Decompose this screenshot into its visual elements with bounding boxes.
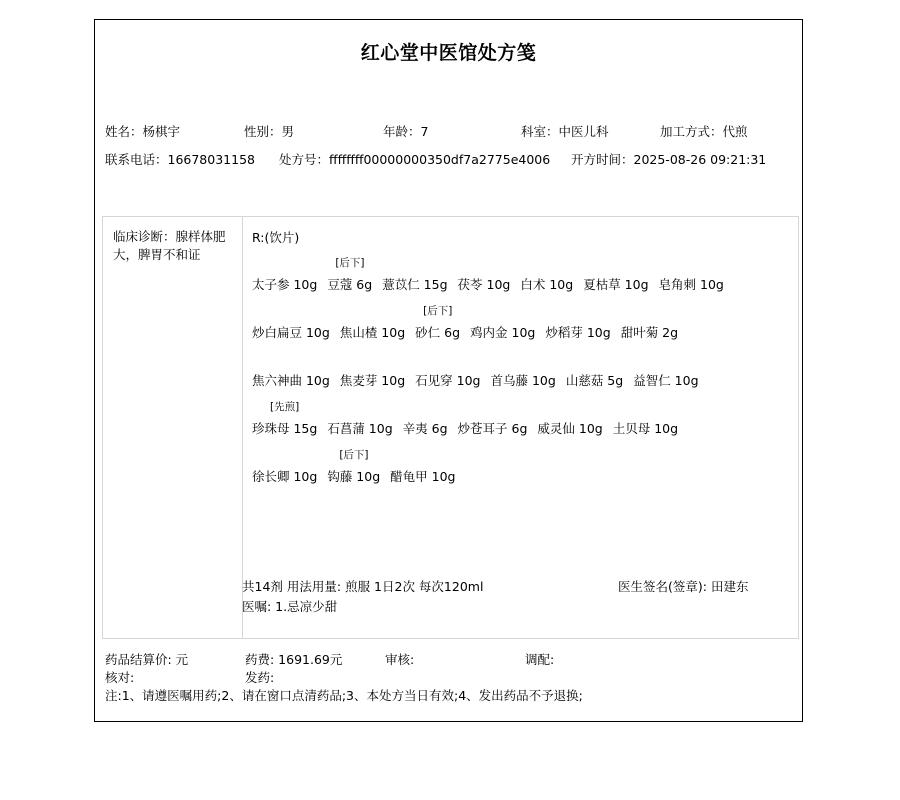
settlement-price: 药品结算价: 元 (105, 652, 189, 667)
herb-name: 焦麦芽 10g (339, 373, 406, 388)
herb-item (252, 447, 317, 485)
herb-item (520, 255, 573, 293)
herb-note: [后下] (335, 257, 365, 269)
herb-name: 威灵仙 10g (537, 421, 603, 436)
herb-name: 石菖蒲 10g (327, 421, 393, 436)
page-title: 红心堂中医馆处方笺 (360, 42, 537, 64)
prescription-time: 开方时间：2025-08-26 09:21:31 (571, 152, 767, 167)
herb-name: 炒稻芽 10g (545, 325, 611, 340)
herb-name: 夏枯草 10g (583, 277, 649, 292)
contact-phone: 联系电话：16678031158 (105, 152, 255, 167)
herb-name: 钩藤 10g (327, 469, 381, 484)
herb-note: [后下] (339, 449, 369, 461)
herb-item (327, 399, 392, 437)
herb-name: 辛夷 6g (402, 421, 448, 436)
herb-name: 焦六神曲 10g (252, 373, 330, 388)
herb-name: 皂角刺 10g (658, 277, 724, 292)
herb-row (252, 447, 465, 487)
column-divider (242, 217, 243, 638)
review-field: 审核: (385, 652, 415, 667)
herb-item (490, 351, 555, 389)
herb-item (403, 399, 448, 437)
check-field: 核对: (105, 670, 135, 685)
usage-instructions: 共14剂 用法用量: 煎服 1日2次 每次120ml (242, 579, 484, 594)
herb-name: 山慈菇 5g (565, 373, 624, 388)
herb-item (633, 351, 698, 389)
herb-item (458, 255, 511, 293)
herb-name: 益智仁 10g (633, 373, 699, 388)
herb-item (390, 447, 455, 485)
herb-name: 白术 10g (520, 277, 574, 292)
herb-name: 炒白扁豆 10g (252, 325, 330, 340)
prescription-number: 处方号：ffffffff00000000350df7a2775e4006 (279, 152, 551, 167)
patient-name: 姓名：杨棋宇 (105, 124, 181, 139)
herb-item (382, 255, 447, 293)
dispense-field: 调配: (525, 652, 555, 667)
herb-row (252, 399, 688, 439)
herb-item (659, 255, 724, 293)
department: 科室：中医儿科 (521, 124, 609, 139)
herb-item (458, 399, 528, 437)
herb-item (545, 303, 610, 341)
herb-name: 土贝母 10g (612, 421, 679, 436)
herb-item (537, 399, 602, 437)
herb-item (566, 351, 623, 389)
doctor-signature: 医生签名(签章): 田建东 (618, 579, 749, 594)
herb-item (621, 303, 678, 341)
patient-gender: 性别：男 (244, 124, 295, 139)
herb-name: 醋龟甲 10g (390, 469, 456, 484)
herb-item (340, 303, 405, 341)
herb-item (252, 303, 330, 341)
herb-item (415, 351, 480, 389)
herb-name: 首乌藤 10g (490, 373, 556, 388)
herb-name: 徐长卿 10g (252, 469, 318, 484)
herb-item (470, 303, 535, 341)
herb-name: 砂仁 6g (415, 325, 461, 340)
herb-name: 薏苡仁 15g (382, 277, 448, 292)
prescription-body (102, 216, 799, 639)
herb-item (252, 255, 317, 293)
herb-name: 鸡内金 10g (470, 325, 536, 340)
herb-item (613, 399, 678, 437)
herb-note: [先煎] (270, 401, 300, 413)
herb-item (252, 351, 330, 389)
prescription-sheet (94, 19, 803, 722)
herb-name: 茯苓 10g (457, 277, 511, 292)
herb-item (327, 255, 372, 293)
herb-name: 炒苍耳子 6g (457, 421, 528, 436)
herb-name: 太子参 10g (252, 277, 318, 292)
doctor-advice: 医嘱: 1.忌凉少甜 (242, 599, 338, 614)
drug-fee: 药费: 1691.69元 (245, 652, 343, 667)
herb-item (415, 303, 460, 341)
processing-method: 加工方式：代煎 (660, 124, 748, 139)
herb-name: 珍珠母 15g (252, 421, 318, 436)
rx-label: R:(饮片) (252, 230, 300, 245)
herb-row (252, 255, 734, 295)
herb-item (583, 255, 648, 293)
herb-row (252, 351, 709, 391)
herb-item (252, 399, 317, 437)
herb-name: 焦山楂 10g (339, 325, 406, 340)
herb-item (327, 447, 380, 485)
herb-row (252, 303, 688, 343)
herb-name: 石见穿 10g (415, 373, 481, 388)
herb-item (340, 351, 405, 389)
patient-age: 年龄：7 (383, 124, 429, 139)
herb-name: 甜叶菊 2g (620, 325, 679, 340)
herb-note: [后下] (423, 305, 453, 317)
footer-note: 注:1、请遵医嘱用药;2、请在窗口点清药品;3、本处方当日有效;4、发出药品不予退换; (105, 688, 583, 703)
issue-field: 发药: (245, 670, 275, 685)
clinical-diagnosis: 临床诊断：腺样体肥大，脾胃不和证 (113, 229, 226, 262)
herb-name: 豆蔻 6g (327, 277, 373, 292)
